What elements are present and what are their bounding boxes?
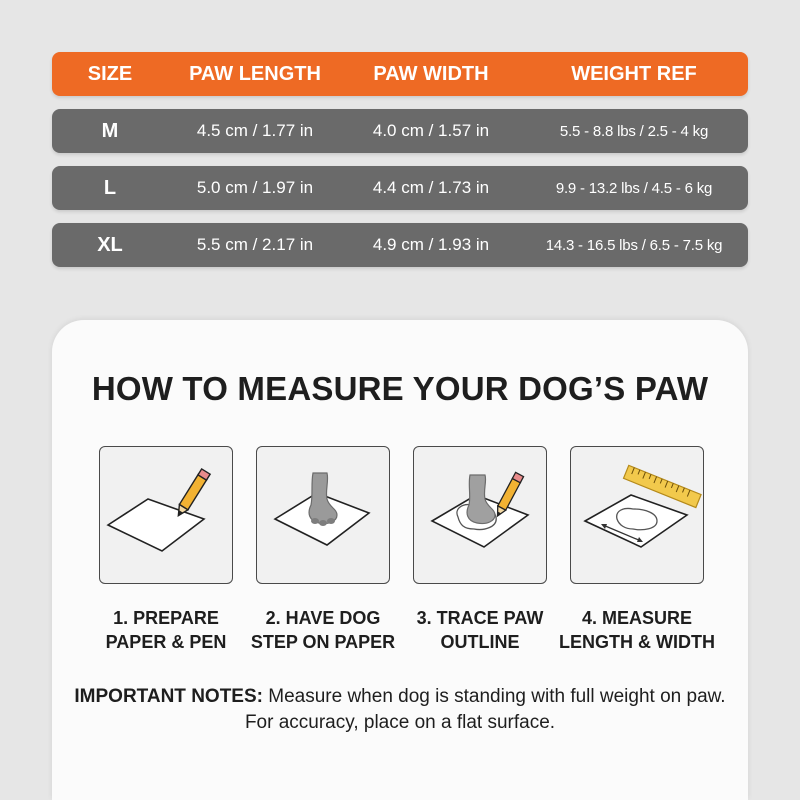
step-2-label: 2. HAVE DOG STEP ON PAPER: [250, 608, 396, 652]
weight-ref-cell: 14.3 - 16.5 lbs / 6.5 - 7.5 kg: [545, 236, 723, 254]
table-row: [52, 223, 748, 267]
step-3-label: 3. TRACE PAW OUTLINE: [416, 608, 544, 652]
size-cell: L: [103, 176, 117, 199]
step-1-label: 1. PREPARE PAPER & PEN: [105, 608, 227, 652]
table-row: [52, 109, 748, 153]
paw-length-cell: 5.0 cm / 1.97 in: [196, 178, 314, 197]
step-4-label: 4. MEASURE LENGTH & WIDTH: [559, 608, 715, 652]
step-1-illustration: [99, 446, 233, 584]
paper-pencil-icon: [100, 447, 231, 582]
paw-width-cell: 4.9 cm / 1.93 in: [372, 235, 490, 254]
header-weight-ref: WEIGHT REF: [571, 62, 697, 85]
weight-ref-cell: 9.9 - 13.2 lbs / 4.5 - 6 kg: [555, 179, 713, 197]
header-paw-length: PAW LENGTH: [189, 62, 321, 85]
paw-on-paper-icon: [257, 447, 388, 582]
trace-paw-icon: [414, 447, 545, 582]
measure-guide-card: [52, 320, 748, 800]
weight-ref-cell: 5.5 - 8.8 lbs / 2.5 - 4 kg: [559, 122, 709, 140]
notes-text: Measure when dog is standing with full weight on paw. For accuracy, place on a flat surface.: [244, 686, 726, 733]
table-row: [52, 166, 748, 210]
paw-width-cell: 4.4 cm / 1.73 in: [372, 178, 490, 197]
table-header-row: [52, 52, 748, 96]
step-2-illustration: [256, 446, 390, 584]
ruler-measure-icon: [571, 447, 702, 582]
important-notes: [72, 684, 728, 736]
paw-length-cell: 5.5 cm / 2.17 in: [196, 235, 314, 254]
paw-width-cell: 4.0 cm / 1.57 in: [372, 121, 490, 140]
size-cell: M: [101, 119, 119, 142]
step-3-illustration: [413, 446, 547, 584]
paw-length-cell: 4.5 cm / 1.77 in: [196, 121, 314, 140]
header-paw-width: PAW WIDTH: [373, 62, 489, 85]
size-chart-table: [52, 52, 748, 280]
size-cell: XL: [97, 233, 123, 256]
header-size: SIZE: [87, 62, 133, 85]
guide-title: HOW TO MEASURE YOUR DOG’S PAW: [91, 370, 709, 407]
step-4-illustration: [570, 446, 704, 584]
notes-label: IMPORTANT NOTES:: [74, 686, 263, 707]
